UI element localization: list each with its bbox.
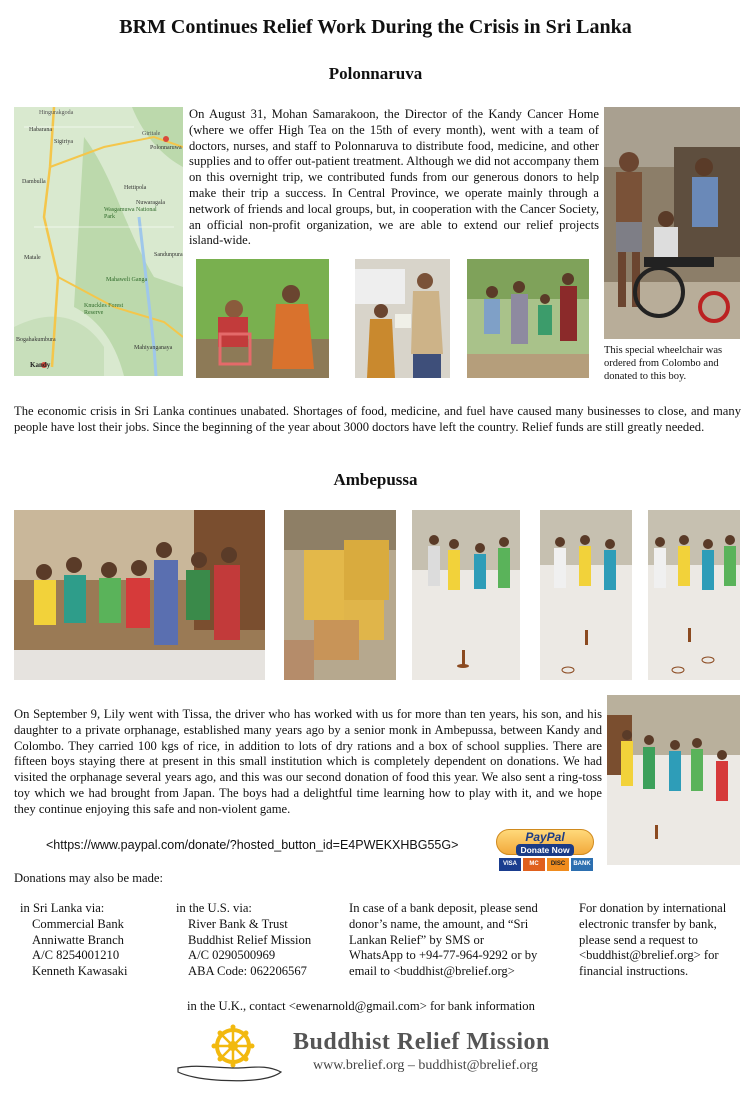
deposit-line: donor’s name, the amount, and “Sri bbox=[349, 916, 529, 931]
photo-outpatient bbox=[196, 259, 329, 378]
deposit-line: WhatsApp to +94-77-964-9292 or by bbox=[349, 948, 538, 963]
photo-villagers bbox=[467, 259, 589, 378]
map-label: Kandy bbox=[30, 361, 51, 369]
srilanka-line: Commercial Bank bbox=[32, 916, 124, 931]
uk-contact: in the U.K., contact <ewenarnold@gmail.com> for bank information bbox=[187, 999, 535, 1013]
srilanka-line: Anniwatte Branch bbox=[32, 932, 124, 947]
intl-line: please send a request to bbox=[579, 932, 698, 947]
map-label: Hettipola bbox=[124, 185, 147, 191]
deposit-line: Lankan Relief” by SMS or bbox=[349, 932, 485, 947]
crisis-paragraph: The economic crisis in Sri Lanka continues unabated. Shortages of food, medicine, and fuel have caused many businesses to close, and many people have lost their jobs. Since the beginning of the year about 3000 doctors have left the country. Relief funds are still greatly needed. bbox=[14, 404, 741, 434]
photo-wheelchair-boy bbox=[604, 107, 740, 339]
paypal-logo: PayPal bbox=[525, 830, 565, 844]
us-line: River Bank & Trust bbox=[188, 916, 288, 931]
photo-ringtoss-1 bbox=[412, 510, 520, 680]
section-heading-ambepussa: Ambepussa bbox=[333, 470, 418, 489]
paypal-donate-link[interactable]: <https://www.paypal.com/donate/?hosted_button_id=E4PWEKXHBG55G> bbox=[46, 838, 459, 852]
mastercard-icon: MC bbox=[523, 858, 545, 871]
ambepussa-paragraph: On September 9, Lily went with Tissa, the driver who has worked with us for more than ten years, his son, and his daughter to a private orphanage, established many years ago by a senior monk in Ambepussa, between Kandy and Colombo. They carried 100 kgs of rice, in addition to lots of dry rations and a box of school supplies. There are fifteen boys staying there at present in this small institution which is completely dependent on donations. We had visited the orphanage several years ago, and this was our second donation of food this year. We also sent a ring-toss toy which we had brought from Japan. The boys had a delightful time learning how to play with it, and we hope they continue enjoying this safe and non-violent game. bbox=[14, 707, 602, 816]
photo-food-distribution bbox=[355, 259, 450, 378]
dharma-wheel-icon bbox=[212, 1025, 255, 1068]
us-bank-info bbox=[176, 901, 311, 980]
deposit-line: In case of a bank deposit, please send bbox=[349, 901, 538, 915]
srilanka-bank-info bbox=[20, 901, 127, 980]
us-line: ABA Code: 062206567 bbox=[188, 964, 307, 979]
srilanka-line: Kenneth Kawasaki bbox=[32, 964, 128, 979]
map-label: Wasgamuwa National Park bbox=[104, 207, 157, 220]
us-line: A/C 0290500969 bbox=[188, 948, 276, 963]
us-line: in the U.S. via: bbox=[176, 901, 252, 915]
photo-ringtoss-3 bbox=[648, 510, 740, 680]
visa-icon: VISA bbox=[499, 858, 521, 871]
bank-icon: BANK bbox=[571, 858, 593, 871]
wheelchair-caption: This special wheelchair was ordered from Colombo and donated to this boy. bbox=[604, 345, 723, 382]
organization-name: Buddhist Relief Mission bbox=[293, 1029, 550, 1055]
polonnaruva-paragraph: On August 31, Mohan Samarakoon, the Director of the Kandy Cancer Home (where we offer High Tea on the 15th of every month), went with a team of doctors, nurses, and staff to Polonnaruva to distribute food, medicine, and other supplies and to offer out-patient treatment. Although we did not accompany them on this overnight trip, we contributed funds from our generous donors to help make their trip a success. In Central Province, we operate mainly through a network of friends and local groups, but, in cooperation with the Cancer Society, an official non-profit organization, we are able to extend our relief projects island-wide. bbox=[189, 107, 599, 248]
photo-ringtoss-2 bbox=[540, 510, 632, 680]
deposit-line: email to <buddhist@brelief.org> bbox=[349, 964, 515, 979]
map-label: Mahaweli Ganga bbox=[106, 277, 148, 283]
paypal-donate-button[interactable] bbox=[496, 829, 596, 873]
map-label: Hingurakgoda bbox=[39, 110, 74, 116]
map-label: Giritale bbox=[142, 131, 161, 137]
map-label: Polonnaruwa bbox=[150, 145, 182, 151]
map-image bbox=[14, 107, 183, 376]
organization-website: www.brelief.org – buddhist@brelief.org bbox=[313, 1058, 538, 1073]
map-label: Matale bbox=[24, 255, 41, 261]
intl-line: For donation by international bbox=[579, 901, 727, 915]
map-label: Knuckles Forest Reserve bbox=[84, 303, 124, 316]
map-label: Nuwaragala bbox=[136, 200, 165, 206]
card-icons bbox=[496, 858, 596, 871]
map-label: Sandunpura bbox=[154, 252, 183, 258]
srilanka-line: A/C 8254001210 bbox=[32, 948, 120, 963]
map-label: Bogahakumbura bbox=[16, 337, 56, 343]
photo-rice-supplies bbox=[284, 510, 396, 680]
paypal-button-face[interactable] bbox=[496, 829, 594, 855]
donations-intro: Donations may also be made: bbox=[14, 871, 163, 885]
map-label: Dambulla bbox=[22, 179, 46, 185]
dharma-wheel-logo bbox=[176, 1024, 286, 1086]
hand-icon bbox=[178, 1066, 281, 1080]
section-heading-polonnaruva: Polonnaruva bbox=[328, 64, 423, 83]
map-label: Habarana bbox=[29, 127, 52, 133]
intl-line: financial instructions. bbox=[579, 964, 689, 979]
intl-line: <buddhist@brelief.org> for bbox=[579, 948, 719, 963]
map-label: Mahiyanganaya bbox=[134, 345, 173, 351]
paypal-donate-now: Donate Now bbox=[516, 844, 573, 856]
photo-orphanage-group bbox=[14, 510, 265, 680]
photo-boys-playing bbox=[607, 695, 740, 865]
us-line: Buddhist Relief Mission bbox=[188, 932, 312, 947]
intl-line: electronic transfer by bank, bbox=[579, 916, 717, 931]
srilanka-line: in Sri Lanka via: bbox=[20, 901, 105, 915]
bank-deposit-info bbox=[349, 901, 538, 980]
page-title: BRM Continues Relief Work During the Crisis in Sri Lanka bbox=[119, 16, 632, 38]
international-transfer-info bbox=[579, 901, 726, 980]
discover-icon: DISC bbox=[547, 858, 569, 871]
map-label: Sigiriya bbox=[54, 139, 73, 145]
